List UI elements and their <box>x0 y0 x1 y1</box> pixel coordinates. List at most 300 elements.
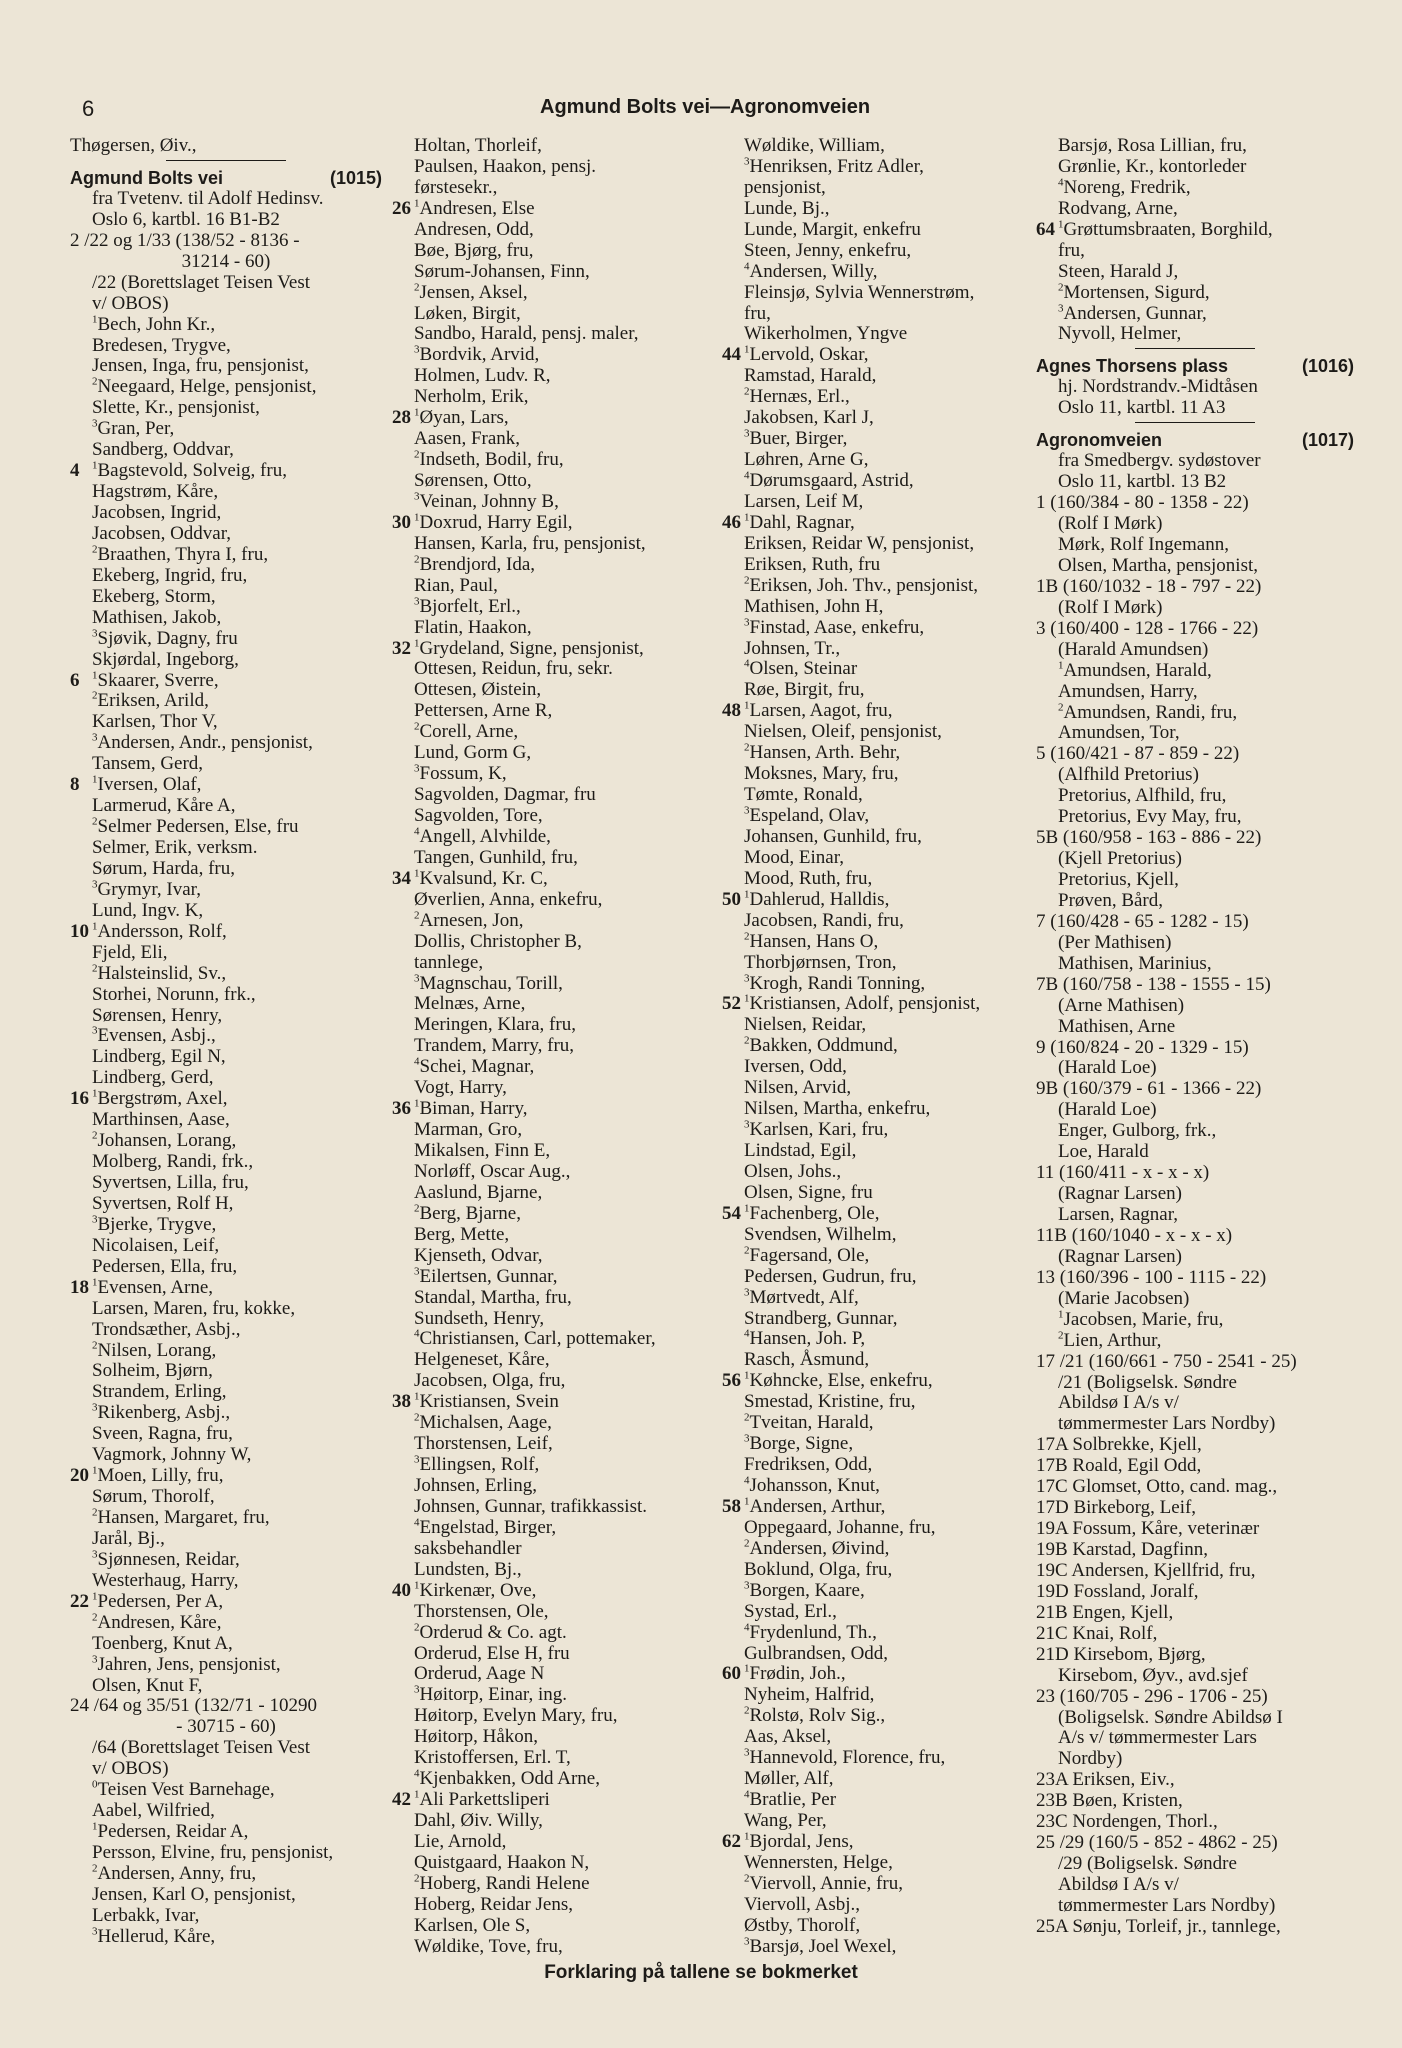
resident-name: Lervold, Oskar, <box>749 344 869 366</box>
entry-line: Syvertsen, Lilla, fru, <box>92 1172 249 1193</box>
resident-name: Hoberg, Randi Helene <box>419 1872 590 1894</box>
entry-line: Nilsen, Arvid, <box>744 1077 852 1099</box>
running-header: Agmund Bolts vei—Agronomveien <box>540 96 871 118</box>
floor-marker: 2 <box>744 1704 750 1717</box>
resident-name: Biman, Harry, <box>419 1098 528 1120</box>
entry-line: Øverlien, Anna, enkefru, <box>414 888 603 910</box>
entry-line: Hansen, Karla, fru, pensjonist, <box>414 532 646 554</box>
house-number: 50 <box>722 888 741 910</box>
entry-line: Paulsen, Haakon, pensj. <box>414 155 597 177</box>
floor-marker: 1 <box>92 920 98 933</box>
entry-line: Pedersen, Ella, fru, <box>92 1255 238 1277</box>
resident-name: Pedersen, Reidar A, <box>97 1821 249 1843</box>
resident-name: Bech, John Kr., <box>97 313 216 335</box>
resident-name: Halsteinslid, Sv., <box>97 962 227 984</box>
resident-entry <box>392 1455 714 1476</box>
resident-name: Bordvik, Arvid, <box>419 344 540 366</box>
entry-line: (Harald Loe) <box>1058 1099 1157 1121</box>
floor-marker: 1 <box>744 1495 750 1508</box>
resident-name: Veinan, Johnny B, <box>419 490 559 512</box>
street-name: Agronomveien <box>1036 430 1163 451</box>
entry-line: (Ragnar Larsen) <box>1058 1183 1182 1205</box>
section-divider <box>1135 422 1255 423</box>
entry-line: Helgeneset, Kåre, <box>414 1349 550 1371</box>
floor-marker: 1 <box>744 993 750 1006</box>
resident-name: Braathen, Thyra I, fru, <box>97 543 269 565</box>
property-entry: 17C Glomset, Otto, cand. mag., <box>1036 1476 1278 1498</box>
entry-line: (Rolf I Mørk) <box>1058 513 1163 535</box>
resident-name: Indseth, Bodil, fru, <box>419 449 564 471</box>
resident-entry <box>722 387 1042 408</box>
resident-name: Angell, Alvhilde, <box>419 825 551 847</box>
entry-line: Flatin, Haakon, <box>414 616 532 638</box>
property-entry: 25A Sønju, Torleif, jr., tannlege, <box>1036 1915 1281 1937</box>
floor-marker: 3 <box>744 1118 750 1131</box>
entry-line: fra Smedbergv. sydøstover <box>1058 450 1261 472</box>
resident-name: Evensen, Arne, <box>97 1276 214 1298</box>
entry-line: Enger, Gulborg, frk., <box>1058 1120 1217 1142</box>
resident-entry <box>1036 1331 1354 1352</box>
entry-line: /22 (Borettslaget Teisen Vest <box>92 271 311 293</box>
floor-marker: 1 <box>744 1369 750 1382</box>
property-entry: 23 (160/705 - 296 - 1706 - 25) <box>1036 1685 1268 1707</box>
resident-name: Jahren, Jens, pensjonist, <box>97 1653 281 1675</box>
entry-line: Boklund, Olga, fru, <box>744 1558 893 1580</box>
address-entry <box>722 513 1042 534</box>
entry-line: Sandberg, Oddvar, <box>92 439 234 461</box>
entry-line: Kjenseth, Odvar, <box>414 1244 543 1266</box>
street-name: Agmund Bolts vei <box>70 167 224 188</box>
entry-line: /29 (Boligselsk. Søndre <box>1058 1853 1237 1875</box>
floor-marker: 4 <box>744 658 750 671</box>
resident-entry <box>722 1413 1042 1434</box>
resident-entry <box>70 1927 382 1948</box>
resident-entry <box>70 1131 382 1152</box>
resident-entry <box>722 1329 1042 1350</box>
entry-line: Fleinsjø, Sylvia Wennerstrøm, <box>744 281 975 303</box>
floor-marker: 1 <box>744 699 750 712</box>
entry-line: Loe, Harald <box>1058 1141 1149 1163</box>
entry-line: Johnsen, Gunnar, trafikkassist. <box>414 1495 648 1517</box>
resident-name: Andresen, Else <box>419 197 535 219</box>
resident-name: Kirkenær, Ove, <box>419 1579 537 1601</box>
entry-line: Moksnes, Mary, fru, <box>744 763 899 785</box>
resident-entry <box>392 1685 714 1706</box>
entry-line: 31214 - 60) <box>181 250 271 272</box>
floor-marker: 2 <box>744 1411 750 1424</box>
resident-name: Køhncke, Else, enkefru, <box>749 1370 933 1392</box>
entry-line: Holmen, Ludv. R, <box>414 365 551 387</box>
floor-marker: 3 <box>92 627 98 640</box>
resident-name: Doxrud, Harry Egil, <box>419 511 573 533</box>
resident-entry <box>392 1329 714 1350</box>
resident-name: Kristiansen, Adolf, pensjonist, <box>749 993 981 1015</box>
entry-line: Syvertsen, Rolf H, <box>92 1192 234 1214</box>
resident-entry <box>70 1613 382 1634</box>
entry-line: Løken, Birgit, <box>414 302 521 324</box>
address-entry <box>392 1392 714 1413</box>
house-number: 44 <box>722 344 741 366</box>
resident-entry <box>1036 283 1354 304</box>
entry-line: Sundseth, Henry, <box>414 1307 545 1329</box>
resident-entry <box>392 1518 714 1539</box>
resident-entry <box>722 429 1042 450</box>
entry-line: Nerholm, Erik, <box>414 386 529 408</box>
house-number: 18 <box>70 1276 89 1298</box>
property-entry: 11 (160/411 - x - x - x) <box>1036 1162 1210 1184</box>
house-number: 46 <box>722 511 741 533</box>
entry-line: Mathisen, Marinius, <box>1058 952 1212 974</box>
entry-line: Karlsen, Ole S, <box>414 1914 531 1936</box>
entry-line: Systad, Erl., <box>744 1600 837 1622</box>
entry-line: Holtan, Thorleif, <box>414 135 542 156</box>
floor-marker: 4 <box>414 825 420 838</box>
entry-line: Marman, Gro, <box>414 1119 523 1141</box>
floor-marker: 1 <box>92 459 98 472</box>
entry-line: Aas, Aksel, <box>744 1726 832 1748</box>
entry-line: Ottesen, Øistein, <box>414 679 542 701</box>
house-number: 16 <box>70 1088 89 1110</box>
resident-entry <box>392 1267 714 1288</box>
resident-name: Teisen Vest Barnehage, <box>97 1779 275 1801</box>
house-number: 42 <box>392 1789 411 1811</box>
entry-line: Kirsebom, Øyv., avd.sjef <box>1058 1664 1248 1686</box>
entry-line: Karlsen, Thor V, <box>92 711 218 733</box>
house-number: 60 <box>722 1663 741 1685</box>
entry-line: Wøldike, William, <box>744 135 885 156</box>
entry-line: v/ OBOS) <box>92 1758 169 1780</box>
house-number: 34 <box>392 867 411 889</box>
floor-marker: 1 <box>744 1202 750 1215</box>
floor-marker: 1 <box>92 1590 98 1603</box>
resident-name: Olsen, Steinar <box>749 658 858 680</box>
house-number: 36 <box>392 1098 411 1120</box>
property-entry: 17D Birkeborg, Leif, <box>1036 1497 1197 1519</box>
resident-name: Andersson, Rolf, <box>97 920 227 942</box>
resident-name: Andersen, Willy, <box>749 260 878 282</box>
floor-marker: 3 <box>92 731 98 744</box>
resident-name: Skaarer, Sverre, <box>97 669 219 691</box>
floor-marker: 2 <box>1058 701 1064 714</box>
floor-marker: 3 <box>92 1653 98 1666</box>
entry-line: Nicolaisen, Leif, <box>92 1234 220 1256</box>
resident-entry <box>722 471 1042 492</box>
floor-marker: 2 <box>414 448 420 461</box>
house-number: 56 <box>722 1370 741 1392</box>
floor-marker: 2 <box>414 553 420 566</box>
entry-line: Jacobsen, Oddvar, <box>92 522 232 544</box>
resident-name: Evensen, Asbj., <box>97 1025 216 1047</box>
resident-name: Eriksen, Joh. Thv., pensjonist, <box>749 574 979 596</box>
entry-line: Storhei, Norunn, frk., <box>92 983 256 1005</box>
entry-line: Standal, Martha, fru, <box>414 1286 572 1308</box>
house-number: 54 <box>722 1202 741 1224</box>
resident-name: Espeland, Olav, <box>749 805 870 826</box>
floor-marker: 4 <box>744 260 750 273</box>
street-code: (1016) <box>1301 356 1354 377</box>
floor-marker: 3 <box>92 1025 98 1038</box>
entry-line: Johansen, Gunhild, fru, <box>744 825 922 847</box>
resident-name: Hansen, Arth. Behr, <box>749 742 901 764</box>
entry-line: Lie, Arnold, <box>414 1830 507 1852</box>
entry-line: Pettersen, Arne R, <box>414 700 553 722</box>
floor-marker: 3 <box>414 1265 420 1278</box>
entry-line: Sagvolden, Tore, <box>414 805 543 826</box>
resident-name: Andresen, Kåre, <box>97 1611 222 1633</box>
street-name: Agnes Thorsens plass <box>1036 356 1229 377</box>
property-entry: 7B (160/758 - 138 - 1555 - 15) <box>1036 973 1271 995</box>
resident-name: Hansen, Joh. P, <box>749 1328 866 1350</box>
house-number: 6 <box>70 669 80 691</box>
floor-marker: 1 <box>1058 218 1064 231</box>
floor-marker: 3 <box>744 1579 750 1592</box>
resident-entry <box>392 283 714 304</box>
resident-entry <box>70 1550 382 1571</box>
resident-name: Nilsen, Lorang, <box>97 1339 217 1361</box>
resident-name: Eriksen, Arild, <box>97 690 209 712</box>
floor-marker: 4 <box>744 1788 750 1801</box>
entry-line: Lindstad, Egil, <box>744 1140 857 1161</box>
floor-marker: 2 <box>1058 1329 1064 1342</box>
resident-entry <box>70 1864 382 1885</box>
floor-marker: 1 <box>414 867 420 880</box>
floor-marker: 1 <box>414 637 420 650</box>
floor-marker: 3 <box>744 1935 750 1948</box>
entry-line: Larsen, Leif M, <box>744 490 864 512</box>
floor-marker: 4 <box>744 1621 750 1634</box>
entry-line: Bredesen, Trygve, <box>92 334 231 356</box>
entry-line: (Arne Mathisen) <box>1058 994 1185 1016</box>
property-entry: 13 (160/396 - 100 - 1115 - 22) <box>1036 1266 1267 1288</box>
house-number: 62 <box>722 1830 741 1852</box>
resident-name: Christiansen, Carl, pottemaker, <box>419 1328 656 1350</box>
entry-line: Abildsø I A/s v/ <box>1058 1392 1179 1414</box>
resident-name: Sjønnesen, Reidar, <box>97 1548 240 1570</box>
entry-line: Nyheim, Halfrid, <box>744 1684 875 1706</box>
entry-line: Tangen, Gunhild, fru, <box>414 846 578 868</box>
floor-marker: 2 <box>92 376 98 389</box>
entry-line: Meringen, Klara, fru, <box>414 1014 576 1036</box>
resident-name: Johansen, Lorang, <box>97 1130 237 1152</box>
floor-marker: 4 <box>414 1328 420 1341</box>
entry-line: Toenberg, Knut A, <box>92 1632 233 1654</box>
entry-line: Mood, Ruth, fru, <box>744 867 873 889</box>
resident-name: Finstad, Aase, enkefru, <box>749 616 925 638</box>
entry-line: Oslo 6, kartbl. 16 B1-B2 <box>92 208 280 230</box>
resident-name: Andersen, Anny, fru, <box>97 1862 257 1884</box>
address-entry <box>70 1278 382 1299</box>
entry-line: Amundsen, Harry, <box>1058 680 1198 702</box>
resident-entry <box>70 1822 382 1843</box>
floor-marker: 1 <box>744 888 750 901</box>
resident-entry <box>722 1036 1042 1057</box>
entry-line: Smestad, Kristine, fru, <box>744 1391 916 1413</box>
entry-line: Lunde, Bj., <box>744 197 830 219</box>
entry-line: Wang, Per, <box>744 1810 827 1831</box>
floor-marker: 2 <box>744 1537 750 1550</box>
resident-name: Henriksen, Fritz Adler, <box>749 155 924 177</box>
address-entry <box>70 461 382 482</box>
address-entry <box>70 1466 382 1487</box>
resident-name: Borgen, Kaare, <box>749 1579 865 1601</box>
entry-line: Melnæs, Arne, <box>414 993 526 1015</box>
entry-line: Mathisen, Arne <box>1058 1015 1176 1037</box>
entry-line: (Ragnar Larsen) <box>1058 1245 1182 1267</box>
resident-entry <box>70 1341 382 1362</box>
entry-line: Nyvoll, Helmer, <box>1058 323 1182 345</box>
resident-entry <box>392 555 714 576</box>
entry-line: Westerhaug, Harry, <box>92 1569 239 1591</box>
house-number: 4 <box>70 460 80 482</box>
entry-line: (Rolf I Mørk) <box>1058 596 1163 618</box>
property-entry: 5 (160/421 - 87 - 859 - 22) <box>1036 743 1240 765</box>
property-entry: 2 /22 og 1/33 (138/52 - 8136 - <box>70 229 300 251</box>
entry-line: Sveen, Ragna, fru, <box>92 1423 233 1445</box>
floor-marker: 3 <box>744 1432 750 1445</box>
entry-line: Rasch, Åsmund, <box>744 1349 870 1371</box>
entry-line: tømmermester Lars Nordby) <box>1058 1894 1276 1916</box>
resident-name: Fossum, K, <box>419 763 507 785</box>
floor-marker: 2 <box>1058 281 1064 294</box>
entry-line: Østby, Thorolf, <box>744 1914 861 1936</box>
floor-marker: 3 <box>744 427 750 440</box>
floor-marker: 2 <box>414 1872 420 1885</box>
entry-line: Nielsen, Oleif, pensjonist, <box>744 721 942 743</box>
resident-entry <box>392 974 714 995</box>
resident-name: Larsen, Aagot, fru, <box>749 700 893 722</box>
floor-marker: 4 <box>414 1055 420 1068</box>
resident-name: Dørumsgaard, Astrid, <box>749 470 914 491</box>
entry-line: Thorstensen, Ole, <box>414 1600 549 1622</box>
property-entry: 9B (160/379 - 61 - 1366 - 22) <box>1036 1078 1262 1100</box>
resident-name: Selmer Pedersen, Else, fru <box>97 816 299 838</box>
resident-entry <box>722 1246 1042 1267</box>
resident-entry <box>70 315 382 336</box>
floor-marker: 1 <box>92 1820 98 1833</box>
resident-name: Eilertsen, Gunnar, <box>419 1265 558 1287</box>
entry-line: Lund, Ingv. K, <box>92 899 204 921</box>
address-entry <box>722 1664 1042 1685</box>
resident-entry <box>392 1769 714 1790</box>
resident-name: Ali Parkettsliperi <box>419 1789 550 1811</box>
entry-line: Hoberg, Reidar Jens, <box>414 1893 574 1915</box>
entry-line: Nielsen, Reidar, <box>744 1014 867 1036</box>
entry-line: Thorbjørnsen, Tron, <box>744 951 897 973</box>
floor-marker: 3 <box>92 1925 98 1938</box>
floor-marker: 1 <box>92 773 98 786</box>
resident-name: Øyan, Lars, <box>419 407 509 429</box>
resident-name: Hannevold, Florence, fru, <box>749 1747 946 1769</box>
entry-line: Pretorius, Evy May, fru, <box>1058 806 1242 828</box>
entry-line: Iversen, Odd, <box>744 1056 847 1078</box>
page-number: 6 <box>82 96 95 121</box>
entry-line: tømmermester Lars Nordby) <box>1058 1413 1276 1435</box>
floor-marker: 3 <box>744 616 750 629</box>
footer-note: Forklaring på tallene se bokmerket <box>544 1962 858 1983</box>
floor-marker: 3 <box>1058 302 1064 315</box>
property-entry: 19C Andersen, Kjellfrid, fru, <box>1036 1559 1256 1581</box>
address-entry <box>722 1371 1042 1392</box>
resident-entry <box>70 817 382 838</box>
entry-line: Andresen, Odd, <box>414 218 534 240</box>
floor-marker: 1 <box>744 511 750 524</box>
floor-marker: 3 <box>92 1401 98 1414</box>
floor-marker: 3 <box>92 878 98 891</box>
resident-entry <box>1036 661 1354 682</box>
house-number: 58 <box>722 1495 741 1517</box>
floor-marker: 3 <box>414 762 420 775</box>
property-entry: 7 (160/428 - 65 - 1282 - 15) <box>1036 910 1249 932</box>
property-entry: 24 /64 og 35/51 (132/71 - 10290 <box>70 1695 317 1717</box>
resident-name: Rolstø, Rolv Sig., <box>749 1705 886 1727</box>
property-entry: 21D Kirsebom, Bjørg, <box>1036 1643 1206 1665</box>
entry-line: Olsen, Johs., <box>744 1160 842 1182</box>
property-entry: 23B Bøen, Kristen, <box>1036 1790 1183 1812</box>
entry-line: Rodvang, Arne, <box>1058 197 1178 219</box>
entry-line: Ramstad, Harald, <box>744 365 877 387</box>
entry-line: A/s v/ tømmermester Lars <box>1058 1727 1257 1749</box>
floor-marker: 3 <box>414 972 420 985</box>
entry-line: Olsen, Signe, fru <box>744 1181 873 1203</box>
resident-entry <box>1036 703 1354 724</box>
floor-marker: 1 <box>92 1464 98 1477</box>
address-entry <box>392 639 714 660</box>
property-entry: 11B (160/1040 - x - x - x) <box>1036 1224 1233 1246</box>
resident-entry <box>70 377 382 398</box>
entry-line: Dollis, Christopher B, <box>414 930 582 952</box>
resident-entry <box>722 1706 1042 1727</box>
entry-line: Sørensen, Henry, <box>92 1004 223 1026</box>
floor-marker: 3 <box>744 804 750 817</box>
resident-name: Gran, Per, <box>97 418 175 440</box>
address-entry <box>722 1832 1042 1853</box>
floor-marker: 4 <box>744 1474 750 1487</box>
entry-line: Fjeld, Eli, <box>92 941 168 963</box>
street-heading <box>1036 429 1354 451</box>
entry-line: Sørum-Johansen, Finn, <box>414 260 590 282</box>
floor-marker: 1 <box>414 511 420 524</box>
entry-line: Wikerholmen, Yngve <box>744 323 908 345</box>
entry-line: fra Tvetenv. til Adolf Hedinsv. <box>92 187 324 209</box>
address-entry <box>722 701 1042 722</box>
floor-marker: 2 <box>92 543 98 556</box>
entry-line: Tømte, Ronald, <box>744 784 863 806</box>
street-code: (1015) <box>329 167 382 188</box>
entry-line: Aaslund, Bjarne, <box>414 1181 543 1203</box>
resident-name: Mortensen, Sigurd, <box>1063 281 1210 303</box>
floor-marker: 2 <box>92 1611 98 1624</box>
entry-line: - 30715 - 60) <box>176 1716 276 1738</box>
resident-entry <box>70 733 382 754</box>
resident-name: Neegaard, Helge, pensjonist, <box>97 376 317 398</box>
floor-marker: 4 <box>744 469 750 482</box>
resident-entry <box>70 1403 382 1424</box>
floor-marker: 3 <box>414 490 420 503</box>
resident-entry <box>1036 1310 1354 1331</box>
resident-name: Karlsen, Kari, fru, <box>749 1119 889 1141</box>
resident-name: Grymyr, Ivar, <box>97 878 201 900</box>
address-entry <box>70 775 382 796</box>
entry-line: Selmer, Erik, verksm. <box>92 837 258 858</box>
resident-entry <box>722 1539 1042 1560</box>
floor-marker: 2 <box>92 1862 98 1875</box>
resident-entry <box>392 1413 714 1434</box>
address-entry <box>722 345 1042 366</box>
resident-name: Dahl, Ragnar, <box>749 511 855 533</box>
resident-entry <box>722 1790 1042 1811</box>
entry-line: Nordby) <box>1058 1748 1123 1770</box>
address-entry <box>392 869 714 890</box>
